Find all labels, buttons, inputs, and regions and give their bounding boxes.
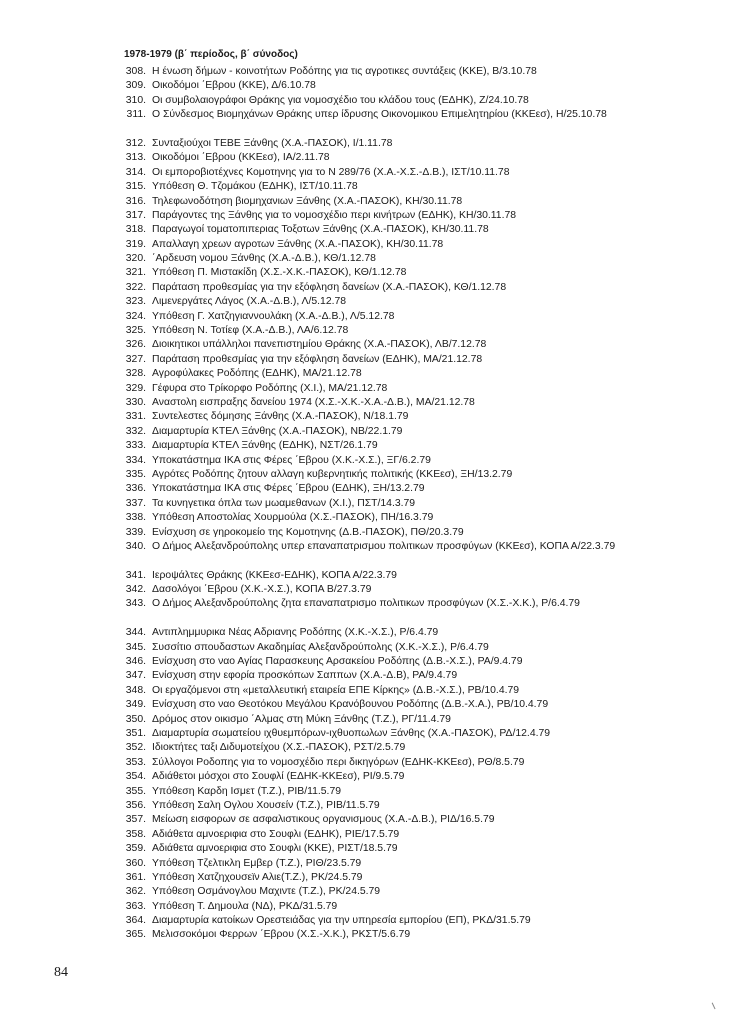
entry-number: 354. [125, 771, 146, 783]
entry-text: Υπόθεση Χατζηχουσεϊν Αλιε(Τ.Ζ.), ΡΚ/24.5.79 [152, 871, 363, 883]
list-item [120, 511, 620, 525]
list-item [120, 137, 620, 151]
list-item [120, 324, 620, 338]
list-item [120, 367, 620, 381]
list-item [120, 914, 620, 928]
entry-number: 337. [125, 497, 146, 509]
entry-number: 327. [125, 353, 146, 365]
list-item [120, 785, 620, 799]
entry-number: 352. [125, 742, 146, 754]
entry-number: 335. [125, 468, 146, 480]
entry-number: 332. [125, 425, 146, 437]
entry-number: 358. [125, 828, 146, 840]
list-item [120, 209, 620, 223]
entry-text: Υπόθεση Τζελτικλη Εμβερ (Τ.Ζ.), ΡΙΘ/23.5.79 [152, 857, 362, 869]
entry-text: Τηλεφωνοδότηση βιομηχανιων Ξάνθης (Χ.Α.-ΠΑΣΟΚ), ΚΗ/30.11.78 [152, 195, 463, 207]
entry-text: Αγρότες Ροδόπης ζητουν αλλαγη κυβερνητικής πολιτικής (ΚΚΕεσ), ΞΗ/13.2.79 [152, 468, 513, 480]
entry-number: 333. [125, 440, 146, 452]
entry-number: 361. [125, 871, 146, 883]
list-item [120, 295, 620, 309]
entry-text: Συντελεστες δόμησης Ξάνθης (Χ.Α.-ΠΑΣΟΚ), Ν/18.1.79 [152, 411, 409, 423]
entry-text: Υπόθεση Θ. Τζομάκου (ΕΔΗΚ), ΙΣΤ/10.11.78 [152, 181, 358, 193]
entry-text: Υπόθεση Σαλη Ογλου Χουσείν (Τ.Ζ.), ΡΙΒ/11.5.79 [152, 799, 380, 811]
list-item [120, 727, 620, 741]
entry-number: 349. [125, 699, 146, 711]
entry-number: 343. [125, 598, 146, 610]
entry-number: 325. [125, 325, 146, 337]
entry-text: Αγροφύλακες Ροδόπης (ΕΔΗΚ), ΜΑ/21.12.78 [152, 368, 362, 380]
list-item [120, 166, 620, 180]
list-item [120, 439, 620, 453]
entry-number: 350. [125, 713, 146, 725]
list-item [120, 828, 620, 842]
entry-text: Τα κυνηγετικα όπλα των μωαμεθανων (Χ.Ι.), ΠΣΤ/14.3.79 [152, 497, 416, 509]
list-item [120, 583, 620, 597]
entry-number: 316. [125, 195, 146, 207]
entry-text: Αναστολη εισπραξης δανείου 1974 (Χ.Σ.-Χ.Κ.-Χ.Α.-Δ.Β.), ΜΑ/21.12.78 [152, 397, 475, 408]
entry-number: 334. [125, 454, 146, 466]
list-item [120, 396, 620, 410]
list-item [120, 741, 620, 755]
entry-text: Λιμενεργάτες Λάγος (Χ.Α.-Δ.Β.), Λ/5.12.78 [152, 296, 347, 308]
entry-text: Ο Δήμος Αλεξανδρούπολης ζητα επαναπατρισμο πολιτικων προσφύγων (Χ.Σ.-Χ.Κ.), Ρ/6.4.79 [152, 598, 580, 610]
entry-number: 346. [125, 656, 146, 668]
entry-number: 338. [125, 512, 146, 524]
entry-number: 344. [125, 627, 146, 639]
scan-mark [712, 1002, 718, 1010]
entry-text: Ο Σύνδεσμος Βιομηχάνων Θράκης υπερ ίδρυσης Οικονομικου Επιμελητηρίου (ΚΚΕεσ), Η/25.10.78 [152, 109, 607, 121]
list-item [120, 900, 620, 914]
entry-text: Σύλλογοι Ροδοπης για το νομοσχέδιο περι δικηγόρων (ΕΔΗΚ-ΚΚΕεσ), ΡΘ/8.5.79 [152, 756, 525, 768]
list-item [120, 540, 620, 569]
entry-text: Διαμαρτυρία ΚΤΕΛ Ξάνθης (ΕΔΗΚ), ΝΣΤ/26.1.79 [152, 440, 378, 452]
entry-number: 321. [125, 267, 146, 279]
list-item [120, 410, 620, 424]
list-item [120, 497, 620, 511]
list-item [120, 353, 620, 367]
entry-text: Ενίσχυση στο ναο Αγίας Παρασκευης Αρσακείου Ροδόπης (Δ.Β.-Χ.Σ.), ΡΑ/9.4.79 [152, 656, 523, 668]
list-item [120, 223, 620, 237]
entry-text: Αδιάθετα αμνοεριφια στο Σουφλι (ΚΚΕ), ΡΙΣΤ/18.5.79 [152, 843, 398, 855]
entry-number: 365. [125, 929, 146, 941]
entry-number: 355. [125, 785, 146, 797]
entry-number: 340. [125, 540, 146, 552]
entry-text: Διαμαρτυρία σωματείου ιχθυεμπόρων-ιχθυοπωλων Ξάνθης (Χ.Α.-ΠΑΣΟΚ), ΡΔ/12.4.79 [152, 728, 551, 740]
list-item [120, 698, 620, 712]
list-item [120, 266, 620, 280]
entry-text: Μείωση εισφορων σε ασφαλιστικους οργανισμους (Χ.Α.-Δ.Β.), ΡΙΔ/16.5.79 [152, 814, 495, 826]
entry-text: Απαλλαγη χρεων αγροτων Ξάνθης (Χ.Α.-ΠΑΣΟΚ), ΚΗ/30.11.78 [152, 238, 444, 250]
list-item [120, 468, 620, 482]
entry-text: Ο Δήμος Αλεξανδρούπολης υπερ επαναπατρισμου πολιτικων προσφύγων (ΚΚΕεσ), ΚΟΠΑ Α/22.3.79 [152, 540, 616, 552]
entry-text: Αδιάθετα αμνοεριφια στο Σουφλι (ΕΔΗΚ), ΡΙΕ/17.5.79 [152, 828, 400, 840]
entry-number: 341. [125, 569, 146, 581]
entry-text: Αντιπλημμυρικα Νέας Αδριανης Ροδόπης (Χ.Κ.-Χ.Σ.), Ρ/6.4.79 [152, 627, 439, 639]
entry-number: 363. [125, 900, 146, 912]
entry-number: 308. [125, 66, 146, 77]
entry-number: 347. [125, 670, 146, 682]
list-item [120, 641, 620, 655]
entry-text: Υπόθεση Οσμάνογλου Μαχιντε (Τ.Ζ.), ΡΚ/24.5.79 [152, 886, 381, 898]
entry-text: Δρόμος στον οικισμο ΄Αλμας στη Μύκη Ξάνθης (Τ.Ζ.), ΡΓ/11.4.79 [152, 713, 451, 725]
entry-number: 324. [125, 310, 146, 322]
list-item [120, 382, 620, 396]
entry-text: Ενίσχυση σε γηροκομείο της Κομοτηνης (Δ.Β.-ΠΑΣΟΚ), ΠΘ/20.3.79 [152, 526, 464, 538]
entry-text: Παράγοντες της Ξάνθης για το νομοσχέδιο περι κινήτρων (ΕΔΗΚ), ΚΗ/30.11.78 [152, 209, 517, 221]
entry-text: Παράταση προθεσμίας για την εξόφληση δανείων (Χ.Α.-ΠΑΣΟΚ), ΚΘ/1.12.78 [152, 281, 507, 293]
entry-number: 331. [125, 411, 146, 423]
entry-text: Ενίσχυση στην εφορία προσκόπων Σαππων (Χ.Α.-Δ.Β), ΡΑ/9.4.79 [152, 670, 458, 682]
entry-number: 345. [125, 641, 146, 653]
list-item [120, 885, 620, 899]
entry-number: 360. [125, 857, 146, 869]
entry-text: Ιεροψάλτες Θράκης (ΚΚΕεσ-ΕΔΗΚ), ΚΟΠΑ Α/22.3.79 [152, 569, 397, 581]
entry-text: Υπόθεση Αποστολίας Χουρμούλα (Χ.Σ.-ΠΑΣΟΚ), ΠΗ/16.3.79 [152, 512, 434, 524]
entry-text: Παραγωγοί τοματοπιπεριας Τοξοτων Ξάνθης (Χ.Α.-ΠΑΣΟΚ), ΚΗ/30.11.78 [152, 224, 489, 236]
list-item [120, 756, 620, 770]
list-item [120, 871, 620, 885]
entry-text: Παράταση προθεσμίας για την εξόφληση δανείων (ΕΔΗΚ), ΜΑ/21.12.78 [152, 353, 483, 365]
entry-number: 323. [125, 296, 146, 308]
entry-text: Υπόθεση Καρδη Ισμετ (Τ.Ζ.), ΡΙΒ/11.5.79 [152, 785, 341, 797]
list-item [120, 108, 620, 137]
entry-number: 357. [125, 814, 146, 826]
entry-text: Οικοδόμοι ΄Εβρου (ΚΚΕεσ), ΙΑ/2.11.78 [152, 152, 330, 164]
list-item [120, 482, 620, 496]
entry-number: 311. [126, 109, 146, 121]
entry-text: Οικοδόμοι ΄Εβρου (ΚΚΕ), Δ/6.10.78 [152, 80, 316, 92]
entry-number: 329. [125, 382, 146, 394]
entry-number: 310. [125, 94, 146, 106]
entry-number: 320. [125, 253, 146, 265]
entry-number: 313. [125, 152, 146, 164]
list-item [120, 857, 620, 871]
entry-number: 326. [125, 339, 146, 351]
entry-text: Οι εργαζόμενοι στη «μεταλλευτική εταιρεία ΕΠΕ Κίρκης» (Δ.Β.-Χ.Σ.), ΡΒ/10.4.79 [152, 684, 520, 696]
list-item [120, 770, 620, 784]
entry-text: Δασολόγοι ΄Εβρου (Χ.Κ.-Χ.Σ.), ΚΟΠΑ Β/27.3.79 [152, 584, 372, 596]
list-item [120, 425, 620, 439]
list-item [120, 310, 620, 324]
entry-number: 318. [125, 224, 146, 236]
entry-text: Συνταξιούχοι ΤΕΒΕ Ξάνθης (Χ.Α.-ΠΑΣΟΚ), Ι/1.11.78 [152, 137, 393, 149]
entry-text: Ενίσχυση στο ναο Θεοτόκου Μεγάλου Κρανόβουνου Ροδόπης (Δ.Β.-Χ.Α.), ΡΒ/10.4.79 [152, 699, 549, 711]
entry-text: Γέφυρα στο Τρίκορφο Ροδόπης (Χ.Ι.), ΜΑ/21.12.78 [152, 382, 388, 394]
entry-text: Διοικητικοι υπάλληλοι πανεπιστημίου Θράκης (Χ.Α.-ΠΑΣΟΚ), ΛΒ/7.12.78 [152, 339, 487, 351]
list-item [120, 454, 620, 468]
entry-number: 353. [125, 756, 146, 768]
entry-text: ΄Αρδευση νομου Ξάνθης (Χ.Α.-Δ.Β.), ΚΘ/1.12.78 [152, 253, 376, 265]
entry-text: Υποκατάστημα ΙΚΑ στις Φέρες ΄Εβρου (Χ.Κ.-Χ.Σ.), ΞΓ/6.2.79 [152, 454, 431, 466]
entry-text: Συσσίτιο σπουδαστων Ακαδημίας Αλεξανδρούπολης (Χ.Κ.-Χ.Σ.), Ρ/6.4.79 [152, 641, 489, 653]
entry-text: Ιδιοκτήτες ταξι Διδυμοτείχου (Χ.Σ.-ΠΑΣΟΚ), ΡΣΤ/2.5.79 [152, 742, 406, 754]
entry-number: 364. [125, 915, 146, 927]
entry-text: Υπόθεση Π. Μιστακίδη (Χ.Σ.-Χ.Κ.-ΠΑΣΟΚ), ΚΘ/1.12.78 [152, 267, 407, 279]
entry-number: 319. [125, 238, 146, 250]
list-item [120, 928, 620, 942]
list-item [120, 799, 620, 813]
entry-text: Υπόθεση Ν. Τοτίεφ (Χ.Α.-Δ.Β.), ΛΑ/6.12.78 [152, 325, 349, 337]
entry-text: Οι συμβολαιογράφοι Θράκης για νομοσχέδιο του κλάδου τους (ΕΔΗΚ), Ζ/24.10.78 [152, 94, 529, 106]
entry-text: Υπόθεση Γ. Χατζηγιαννουλάκη (Χ.Α.-Δ.Β.), Λ/5.12.78 [152, 310, 395, 322]
list-item [120, 281, 620, 295]
entry-text: Η ένωση δήμων - κοινοτήτων Ροδόπης για τις αγροτικες συντάξεις (ΚΚΕ), Β/3.10.78 [152, 66, 537, 77]
entry-text: Οι εμποροβιοτέχνες Κομοτηνης για το Ν 289/76 (Χ.Α.-Χ.Σ.-Δ.Β.), ΙΣΤ/10.11.78 [152, 166, 510, 178]
list-item [120, 338, 620, 352]
list-item [120, 713, 620, 727]
list-item [120, 238, 620, 252]
entry-number: 330. [125, 397, 146, 408]
entry-text: Διαμαρτυρία κατοίκων Ορεστειάδας για την υπηρεσία εμπορίου (ΕΠ), ΡΚΔ/31.5.79 [152, 915, 531, 927]
list-item [120, 597, 620, 626]
entry-number: 322. [125, 281, 146, 293]
entry-text: Διαμαρτυρία ΚΤΕΛ Ξάνθης (Χ.Α.-ΠΑΣΟΚ), ΝΒ/22.1.79 [152, 425, 403, 437]
entry-number: 359. [125, 843, 146, 855]
list-item [120, 151, 620, 165]
entry-text: Υποκατάστημα ΙΚΑ στις Φέρες ΄Εβρου (ΕΔΗΚ), ΞΗ/13.2.79 [152, 483, 425, 495]
entry-number: 315. [125, 181, 146, 193]
entry-number: 336. [125, 483, 146, 495]
entry-number: 339. [125, 526, 146, 538]
list-item [120, 180, 620, 194]
list-item [120, 252, 620, 266]
list-item [120, 842, 620, 856]
entry-number: 312. [125, 137, 146, 149]
entry-text: Υπόθεση Τ. Δημουλα (ΝΔ), ΡΚΔ/31.5.79 [152, 900, 338, 912]
list-item [120, 813, 620, 827]
list-item [120, 569, 620, 583]
list-item [120, 79, 620, 93]
entry-number: 317. [125, 209, 146, 221]
list-item [120, 669, 620, 683]
entry-number: 356. [125, 799, 146, 811]
list-item [120, 526, 620, 540]
entry-number: 309. [125, 80, 146, 92]
entry-text: Αδιάθετοι μόσχοι στο Σουφλί (ΕΔΗΚ-ΚΚΕεσ), ΡΙ/9.5.79 [152, 771, 405, 783]
section-title: 1978-1979 (β΄ περίοδος, β΄ σύνοδος) [124, 49, 298, 60]
list-item [120, 195, 620, 209]
entry-text: Μελισσοκόμοι Φερρων ΄Εβρου (Χ.Σ.-Χ.Κ.), ΡΚΣΤ/5.6.79 [152, 929, 411, 941]
page-number: 84 [54, 965, 68, 980]
list-item [120, 94, 620, 108]
entry-number: 342. [125, 584, 146, 596]
entry-number: 328. [125, 368, 146, 380]
entry-list [120, 65, 620, 943]
list-item [120, 684, 620, 698]
list-item [120, 655, 620, 669]
entry-number: 314. [125, 166, 146, 178]
entry-number: 362. [125, 886, 146, 898]
entry-number: 348. [125, 684, 146, 696]
list-item [120, 626, 620, 640]
entry-number: 351. [125, 728, 146, 740]
list-item [120, 65, 620, 79]
